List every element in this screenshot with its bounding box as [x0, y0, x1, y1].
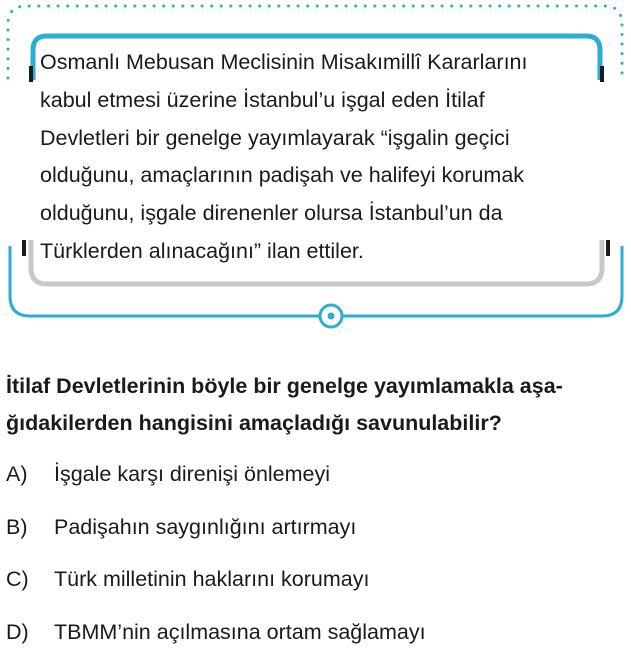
- option-text: İşgale karşı direnişi önlemeyi: [54, 459, 330, 489]
- option-c[interactable]: [6, 564, 622, 617]
- option-letter: A): [6, 459, 54, 489]
- passage-line: Türklerden alınacağını” ilan ettiler.: [40, 233, 590, 271]
- option-letter: C): [6, 564, 54, 594]
- corner-tick-left: [29, 66, 33, 82]
- passage-line: kabul etmesi üzerine İstanbul’u işgal eden İtilaf: [40, 82, 590, 120]
- bottom-tick-right: [606, 240, 610, 256]
- option-text: Padişahın saygınlığını artırmayı: [54, 512, 356, 542]
- passage-line: olduğunu, amaçlarının padişah ve halifeyi korumak: [40, 157, 590, 195]
- question-line: ğıdakilerden hangisini amaçladığı savunulabilir?: [6, 405, 622, 442]
- answer-options: [6, 459, 622, 669]
- passage-line: olduğunu, işgale direnenler olursa İstanbul’un da: [40, 195, 590, 233]
- corner-tick-right: [600, 66, 604, 82]
- option-a[interactable]: [6, 459, 622, 512]
- passage-text: [40, 44, 590, 271]
- passage-line: Devletleri bir genelge yayımlayarak “işgalin geçici: [40, 120, 590, 158]
- option-letter: B): [6, 512, 54, 542]
- question-line: İtilaf Devletlerinin böyle bir genelge yayımlamakla aşa-: [6, 368, 622, 405]
- option-text: TBMM’nin açılmasına ortam sağlamayı: [54, 617, 426, 647]
- option-letter: D): [6, 617, 54, 647]
- option-text: Türk milletinin haklarını korumayı: [54, 564, 369, 594]
- question-stem: [6, 368, 622, 442]
- center-marker-dot: [328, 313, 335, 320]
- option-b[interactable]: [6, 512, 622, 565]
- passage-line: Osmanlı Mebusan Meclisinin Misakımillî Kararlarını: [40, 44, 590, 82]
- bottom-tick-left: [22, 240, 26, 256]
- option-d[interactable]: [6, 617, 622, 669]
